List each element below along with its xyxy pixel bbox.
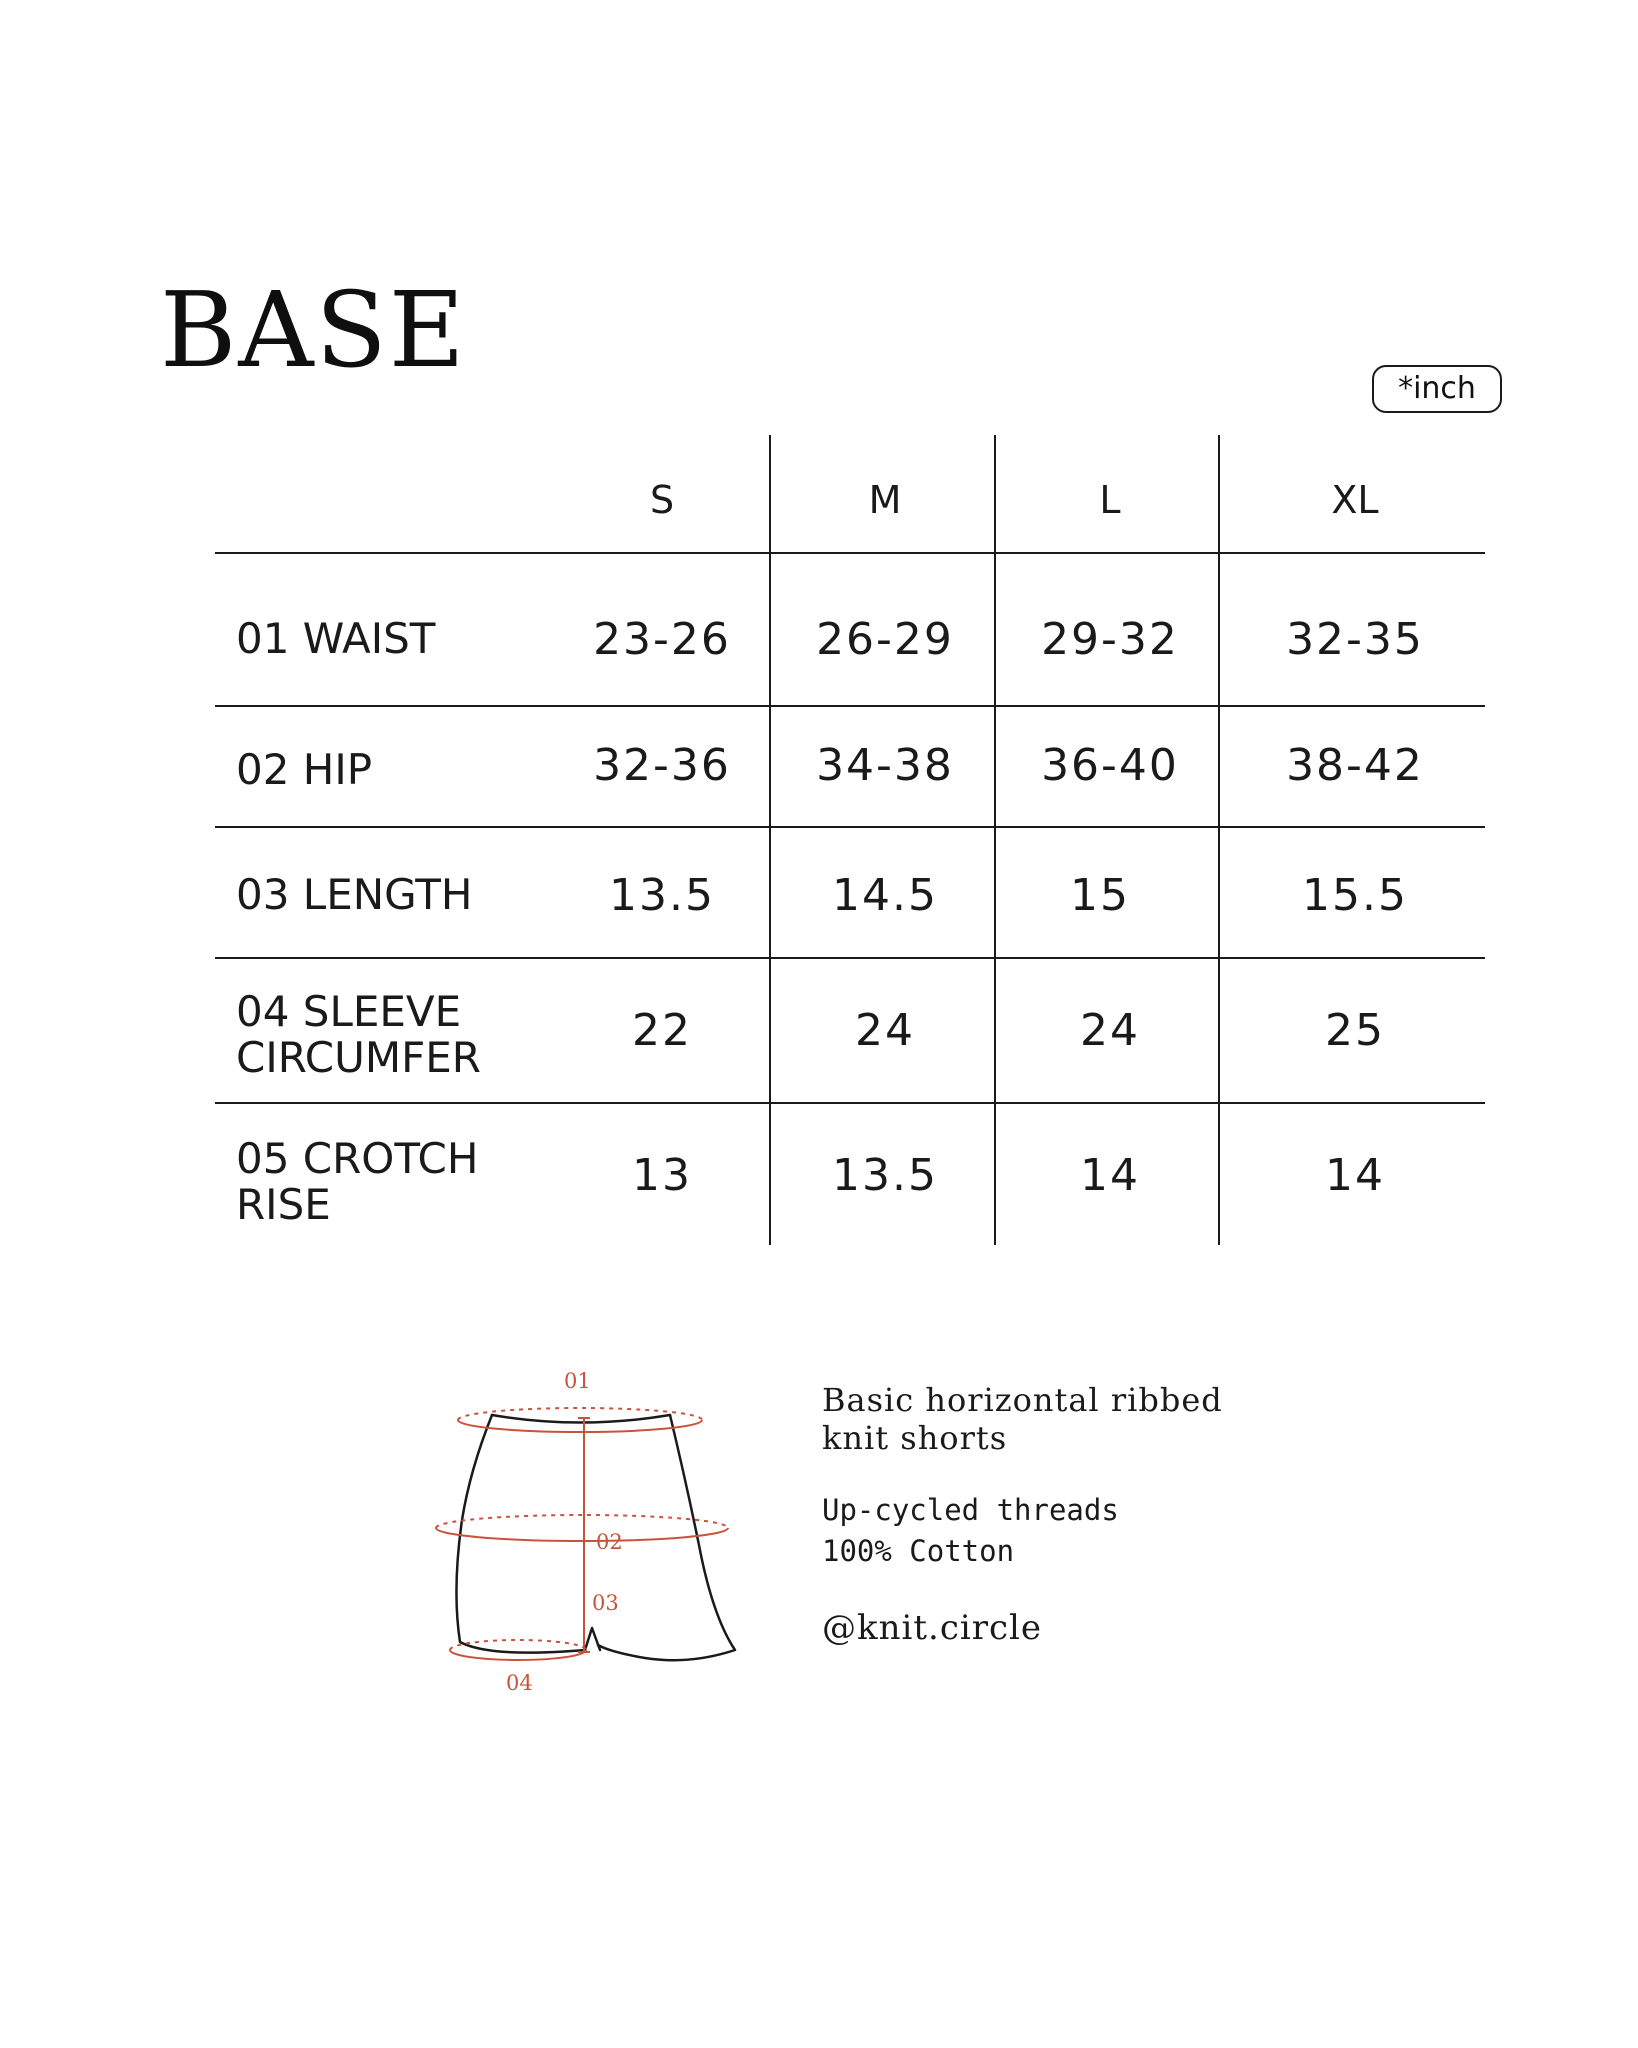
table-cell: 23-26 <box>593 613 731 665</box>
table-cell: 38-42 <box>1286 739 1424 791</box>
table-cell: 24 <box>1080 1004 1140 1056</box>
table-cell: 13.5 <box>832 1149 938 1201</box>
table-cell: 24 <box>855 1004 915 1056</box>
table-cell: 29-32 <box>1041 613 1179 665</box>
row-label-waist: 01 WAIST <box>236 613 436 663</box>
material-info: Up-cycled threads 100% Cotton <box>822 1493 1119 1568</box>
row-label-length: 03 LENGTH <box>236 869 473 919</box>
table-cell: 13 <box>632 1149 692 1201</box>
table-cell: 15 <box>1070 869 1130 921</box>
column-header-s: S <box>649 478 675 522</box>
marker-03: 03 <box>592 1591 619 1615</box>
table-cell: 25 <box>1325 1004 1385 1056</box>
column-header-xl: XL <box>1331 478 1379 522</box>
table-cell: 26-29 <box>816 613 954 665</box>
marker-01: 01 <box>564 1369 591 1393</box>
table-cell: 14 <box>1080 1149 1140 1201</box>
table-cell: 34-38 <box>816 739 954 791</box>
marker-04: 04 <box>506 1671 533 1695</box>
table-cell: 22 <box>632 1004 692 1056</box>
table-cell: 32-35 <box>1286 613 1424 665</box>
product-name: Basic horizontal ribbed knit shorts <box>822 1381 1223 1458</box>
table-cell: 32-36 <box>593 739 731 791</box>
row-label-crotch-rise: 05 CROTCH RISE <box>236 1133 479 1229</box>
row-label-sleeve-circumference: 04 SLEEVE CIRCUMFER <box>236 986 481 1082</box>
table-cell: 36-40 <box>1041 739 1179 791</box>
column-header-m: M <box>868 478 902 522</box>
table-cell: 13.5 <box>609 869 715 921</box>
unit-badge: *inch <box>1372 365 1502 413</box>
row-label-hip: 02 HIP <box>236 744 373 794</box>
table-cell: 15.5 <box>1302 869 1408 921</box>
table-cell: 14.5 <box>832 869 938 921</box>
shorts-measurement-diagram <box>420 1360 780 1700</box>
marker-02: 02 <box>596 1530 623 1554</box>
table-cell: 14 <box>1325 1149 1385 1201</box>
column-header-l: L <box>1099 478 1121 522</box>
page-title: BASE <box>160 269 467 391</box>
brand-handle: @knit.circle <box>822 1608 1043 1648</box>
